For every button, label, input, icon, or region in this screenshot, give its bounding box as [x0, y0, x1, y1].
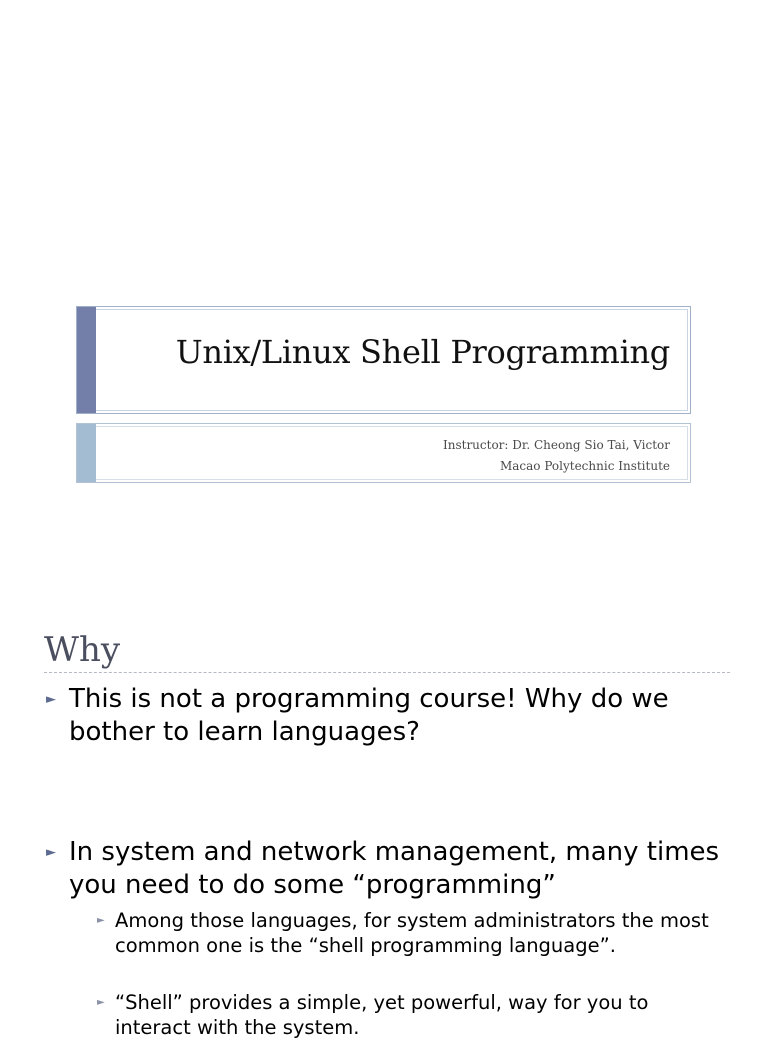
triangle-right-icon: ►: [46, 692, 56, 707]
triangle-right-icon: ►: [97, 915, 105, 926]
slide-title: Unix/Linux Shell Programming: [175, 333, 670, 371]
bullet-text: In system and network management, many times you need to do some “programming”: [69, 837, 720, 900]
sub-bullet-text: Among those languages, for system administrators the most common one is the “shell programming language”.: [115, 909, 709, 957]
content-slide: [0, 576, 768, 1039]
title-box: [76, 306, 691, 414]
sub-bullet-item: [97, 908, 715, 958]
subtitle: [443, 435, 670, 477]
bullet-item: [46, 836, 729, 902]
title-accent-bar: [77, 307, 96, 413]
institution-line: Macao Polytechnic Institute: [499, 459, 670, 473]
subtitle-accent-bar: [77, 424, 96, 482]
instructor-line: Instructor: Dr. Cheong Sio Tai, Victor: [443, 438, 670, 452]
sub-bullet-text: “Shell” provides a simple, yet powerful, way for you to interact with the system.: [115, 991, 649, 1039]
heading-divider: [44, 672, 730, 673]
slide-heading: Why: [44, 630, 121, 670]
triangle-right-icon: ►: [46, 845, 56, 860]
bullet-text: This is not a programming course! Why do we bother to learn languages?: [69, 684, 669, 747]
triangle-right-icon: ►: [97, 997, 105, 1008]
subtitle-box: [76, 423, 691, 483]
sub-bullet-item: [97, 990, 715, 1040]
bullet-item: [46, 683, 729, 749]
